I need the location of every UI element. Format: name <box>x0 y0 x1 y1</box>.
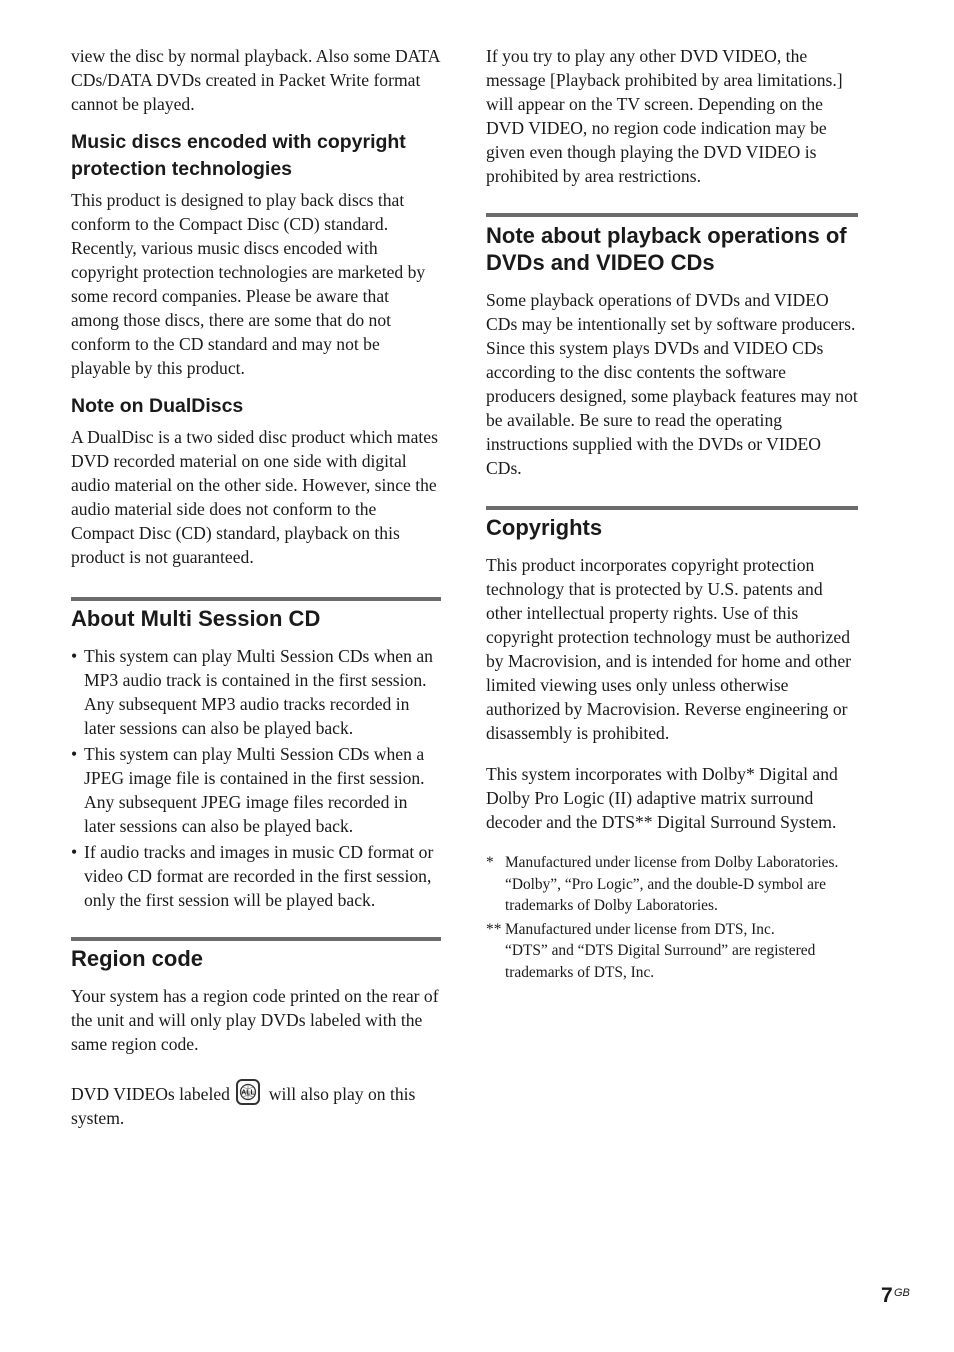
copyrights-paragraph-1: This product incorporates copyright protection technology that is protected by U.S. patents and other intellectual property rights. Use of this copyright protection technology must be authorized by Macrovision, and is intended for home and other limited viewing uses only unless otherwise authorized by Macrovision. Reverse engineering or disassembly is prohibited. <box>486 555 851 743</box>
svg-text:ALL: ALL <box>241 1089 256 1097</box>
dualdiscs-paragraph: A DualDisc is a two sided disc product which mates DVD recorded material on one side with digital audio material on the other side. However, since the audio material side does not conform to the Compact Disc (CD) standard, playback on this product is not guaranteed. <box>71 427 438 567</box>
list-item: • If audio tracks and images in music CD format or video CD format are recorded in the first session, only the first session will be played back. <box>71 842 434 910</box>
region-code-title: Region code <box>71 946 204 971</box>
region-all-icon <box>236 1079 260 1105</box>
multisession-title: About Multi Session CD <box>71 606 321 631</box>
playback-paragraph: Some playback operations of DVDs and VIDEO CDs may be intentionally set by software producers. Since this system plays DVDs and VIDEO CDs according to the disc contents the software producers designed, some playback features may not be available. Be sure to read the operating instructions supplied with the DVDs or VIDEO CDs. <box>486 290 858 478</box>
copyrights-paragraph-2: This system incorporates with Dolby* Digital and Dolby Pro Logic (II) adaptive matrix surround decoder and the DTS** Digital Surround System. <box>486 764 838 832</box>
list-item: • This system can play Multi Session CDs when an MP3 audio track is contained in the first session. Any subsequent MP3 audio tracks recorded in later sessions can also be played back. <box>71 646 433 738</box>
region-code-paragraph: Your system has a region code printed on the rear of the unit and will only play DVDs labeled with the same region code. <box>71 986 439 1054</box>
copyrights-section-rule <box>486 506 858 510</box>
footnote-dts: ** Manufactured under license from DTS, Inc. “DTS” and “DTS Digital Surround” are registered trademarks of DTS, Inc. <box>486 920 816 981</box>
left-intro-paragraph: view the disc by normal playback. Also some DATA CDs/DATA DVDs created in Packet Write format cannot be played. <box>71 46 440 114</box>
left-column <box>71 44 441 1130</box>
music-discs-heading: Music discs encoded with copyright protection technologies <box>71 131 406 180</box>
copyrights-title: Copyrights <box>486 515 603 540</box>
multisession-list <box>71 644 441 912</box>
playback-title: Note about playback operations of DVDs and VIDEO CDs <box>486 223 847 275</box>
bullet-glyph: • <box>71 744 78 764</box>
right-intro-paragraph: If you try to play any other DVD VIDEO, the message [Playback prohibited by area limitations.] will appear on the TV screen. Depending on the DVD VIDEO, no region code indication may be given even though playing the DVD VIDEO is prohibited by area restrictions. <box>486 46 843 186</box>
footnote-dolby: * Manufactured under license from Dolby Laboratories. “Dolby”, “Pro Logic”, and the double-D symbol are trademarks of Dolby Laboratories. <box>486 854 839 914</box>
music-discs-paragraph: This product is designed to play back discs that conform to the Compact Disc (CD) standard. Recently, various music discs encoded with copyright protection technologies are marketed by some record companies. Please be aware that among those discs, there are some that do not conform to the CD standard and may not be playable by this product. <box>71 190 426 378</box>
multisession-section-rule <box>71 597 441 601</box>
region-section-rule <box>71 937 441 941</box>
list-item: • This system can play Multi Session CDs when a JPEG image file is contained in the first session. Any subsequent JPEG image files recorded in later sessions can also be played back. <box>71 744 425 836</box>
page-number: 7 <box>881 1284 893 1307</box>
region-all-paragraph: DVD VIDEOs labeled ALL will also play on this system. <box>71 1079 441 1130</box>
bullet-glyph: • <box>71 646 78 666</box>
bullet-glyph: • <box>71 842 78 862</box>
footnotes <box>486 852 858 983</box>
dualdiscs-heading: Note on DualDiscs <box>71 395 244 417</box>
page-number-suffix: GB <box>894 1287 910 1299</box>
playback-section-rule <box>486 213 858 217</box>
right-column <box>486 44 858 983</box>
